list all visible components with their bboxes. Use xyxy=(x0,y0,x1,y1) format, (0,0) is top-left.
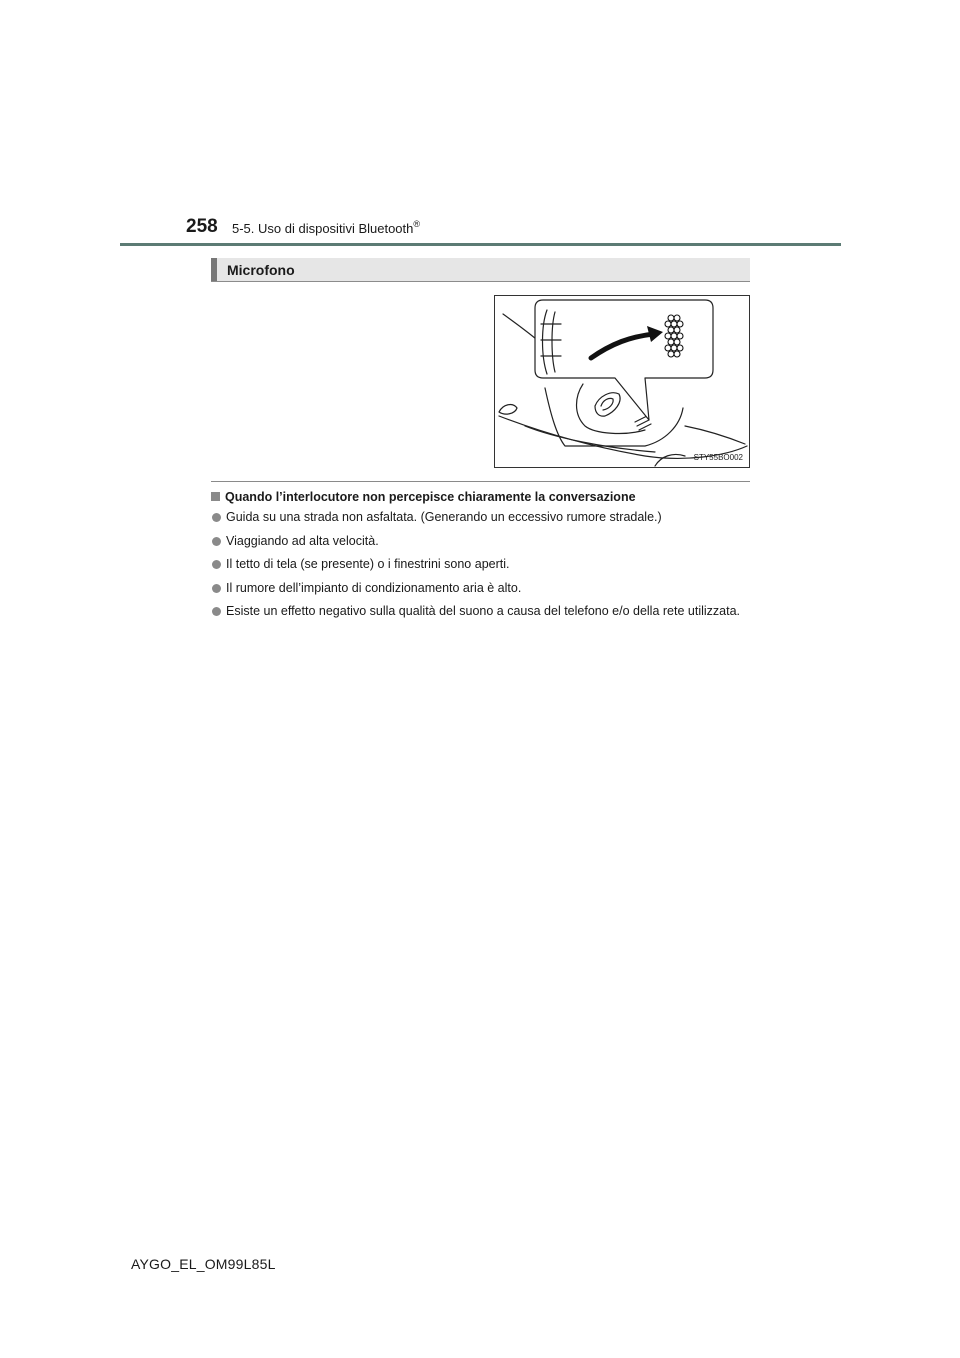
registered-mark: ® xyxy=(413,218,421,229)
list-item-text: Il tetto di tela (se presente) o i finestrini sono aperti. xyxy=(226,557,510,571)
callout-bubble xyxy=(535,300,713,420)
overhead-console-drawing xyxy=(495,296,749,467)
section-title-text: 5-5. Uso di dispositivi Bluetooth xyxy=(232,221,414,236)
header-rule xyxy=(120,243,841,246)
page-number: 258 xyxy=(186,216,218,237)
section-divider xyxy=(211,481,750,482)
list-item xyxy=(211,556,750,574)
list-item xyxy=(211,603,750,621)
square-bullet-icon xyxy=(211,492,220,501)
round-bullet-icon xyxy=(212,607,221,616)
list-item xyxy=(211,509,750,527)
list-item-text: Guida su una strada non asfaltata. (Generando un eccessivo rumore stradale.) xyxy=(226,510,662,524)
list-item-text: Viaggiando ad alta velocità. xyxy=(226,533,379,548)
section-heading: Microfono xyxy=(227,262,295,278)
note-heading xyxy=(211,489,751,505)
round-bullet-icon xyxy=(212,584,221,593)
microphone-illustration xyxy=(494,295,750,468)
section-title xyxy=(232,218,421,237)
document-code: AYGO_EL_OM99L85L xyxy=(131,1256,276,1272)
list-item xyxy=(211,533,750,551)
heading-tick xyxy=(211,258,217,281)
figure-code: STY55BO002 xyxy=(693,453,743,462)
section-heading-bar xyxy=(211,258,750,282)
round-bullet-icon xyxy=(212,560,221,569)
list-item-text: Il rumore dell’impianto di condizionamento aria è alto. xyxy=(226,580,522,595)
list-item xyxy=(211,580,750,598)
round-bullet-icon xyxy=(212,537,221,546)
note-heading-text: Quando l’interlocutore non percepisce chiaramente la conversazione xyxy=(225,490,636,504)
list-item-text: Esiste un effetto negativo sulla qualità del suono a causa del telefono e/o della rete utilizzata. xyxy=(226,604,741,618)
round-bullet-icon xyxy=(212,513,221,522)
note-list xyxy=(211,509,750,627)
